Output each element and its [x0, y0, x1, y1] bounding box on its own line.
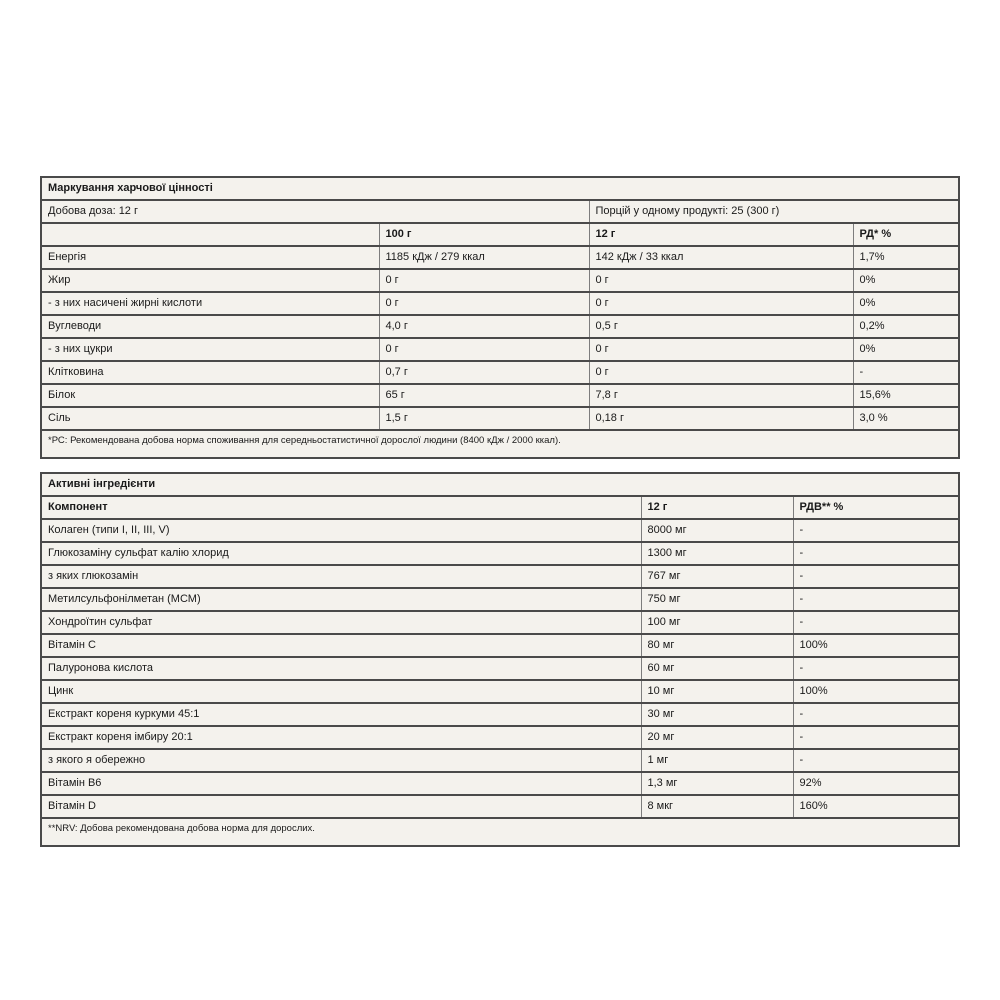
row-label: Жир — [41, 269, 379, 292]
value-per-12g: 100 мг — [641, 611, 793, 634]
column-header-row — [41, 496, 959, 519]
table-row — [41, 246, 959, 269]
value-nrv: - — [793, 588, 959, 611]
value-per-12g: 1 мг — [641, 749, 793, 772]
value-per-12g: 8000 мг — [641, 519, 793, 542]
value-per-12g: 20 мг — [641, 726, 793, 749]
value-rda: 0% — [853, 292, 959, 315]
value-per-100g: 1185 кДж / 279 ккал — [379, 246, 589, 269]
value-per-12g: 750 мг — [641, 588, 793, 611]
col-header-per12g: 12 г — [641, 496, 793, 519]
value-per-12g: 8 мкг — [641, 795, 793, 818]
value-per-12g: 0 г — [589, 338, 853, 361]
footnote-row — [41, 430, 959, 458]
row-label: Глюкозаміну сульфат калію хлорид — [41, 542, 641, 565]
value-per-12g: 60 мг — [641, 657, 793, 680]
row-label: Екстракт кореня імбиру 20:1 — [41, 726, 641, 749]
dose-servings-row — [41, 200, 959, 223]
table-row — [41, 361, 959, 384]
row-label: Хондроїтин сульфат — [41, 611, 641, 634]
row-label: Палуронова кислота — [41, 657, 641, 680]
row-label: з якого я обережно — [41, 749, 641, 772]
value-per-12g: 767 мг — [641, 565, 793, 588]
value-rda: - — [853, 361, 959, 384]
table-row — [41, 795, 959, 818]
table-row — [41, 657, 959, 680]
value-per-12g: 0,5 г — [589, 315, 853, 338]
value-rda: 15,6% — [853, 384, 959, 407]
row-label: Метилсульфонілметан (МСМ) — [41, 588, 641, 611]
value-per-12g: 142 кДж / 33 ккал — [589, 246, 853, 269]
table-row — [41, 680, 959, 703]
row-label: Екстракт кореня куркуми 45:1 — [41, 703, 641, 726]
col-header-nrv: РДВ** % — [793, 496, 959, 519]
value-per-100g: 0,7 г — [379, 361, 589, 384]
table-row — [41, 772, 959, 795]
row-label: Енергія — [41, 246, 379, 269]
row-label: Вітамін D — [41, 795, 641, 818]
value-per-12g: 0 г — [589, 269, 853, 292]
value-per-100g: 1,5 г — [379, 407, 589, 430]
value-nrv: 160% — [793, 795, 959, 818]
value-nrv: 92% — [793, 772, 959, 795]
nutrition-facts-table — [40, 176, 960, 459]
nutrition-table-title: Маркування харчової цінності — [48, 182, 213, 194]
value-per-100g: 65 г — [379, 384, 589, 407]
value-rda: 0% — [853, 338, 959, 361]
table-row — [41, 588, 959, 611]
empty-header-cell — [41, 223, 379, 246]
value-nrv: - — [793, 703, 959, 726]
value-per-12g: 0,18 г — [589, 407, 853, 430]
table-row — [41, 726, 959, 749]
row-label: Клітковина — [41, 361, 379, 384]
row-label: Вітамін C — [41, 634, 641, 657]
row-label: Вітамін B6 — [41, 772, 641, 795]
table-row — [41, 315, 959, 338]
table-title-row — [41, 473, 959, 496]
row-label: з яких глюкозамін — [41, 565, 641, 588]
value-rda: 1,7% — [853, 246, 959, 269]
ingredients-footnote: **NRV: Добова рекомендована добова норма для дорослих. — [41, 818, 959, 846]
daily-dose-cell: Добова доза: 12 г — [41, 200, 589, 223]
value-rda: 0,2% — [853, 315, 959, 338]
value-rda: 0% — [853, 269, 959, 292]
value-per-12g: 10 мг — [641, 680, 793, 703]
table-row — [41, 269, 959, 292]
table-row — [41, 703, 959, 726]
value-per-12g: 30 мг — [641, 703, 793, 726]
col-header-per100g: 100 г — [379, 223, 589, 246]
table-row — [41, 611, 959, 634]
table-row — [41, 292, 959, 315]
value-per-100g: 4,0 г — [379, 315, 589, 338]
value-nrv: - — [793, 611, 959, 634]
table-row — [41, 749, 959, 772]
value-per-100g: 0 г — [379, 292, 589, 315]
table-row — [41, 384, 959, 407]
value-per-12g: 0 г — [589, 292, 853, 315]
value-per-12g: 1300 мг — [641, 542, 793, 565]
value-nrv: - — [793, 726, 959, 749]
table-row — [41, 565, 959, 588]
servings-cell: Порцій у одному продукті: 25 (300 г) — [589, 200, 959, 223]
ingredients-table-title: Активні інгредієнти — [48, 478, 156, 490]
column-header-row — [41, 223, 959, 246]
nutrition-info-section — [40, 176, 958, 847]
value-nrv: 100% — [793, 634, 959, 657]
row-label: Колаген (типи I, II, III, V) — [41, 519, 641, 542]
nutrition-footnote: *РС: Рекомендована добова норма споживання для середньостатистичної дорослої людини (8400 кДж / 2000 ккал). — [41, 430, 959, 458]
col-header-component: Компонент — [41, 496, 641, 519]
value-per-12g: 0 г — [589, 361, 853, 384]
row-label: - з них насичені жирні кислоти — [41, 292, 379, 315]
value-per-100g: 0 г — [379, 269, 589, 292]
value-per-12g: 7,8 г — [589, 384, 853, 407]
value-nrv: - — [793, 749, 959, 772]
row-label: Цинк — [41, 680, 641, 703]
row-label: Вуглеводи — [41, 315, 379, 338]
row-label: Білок — [41, 384, 379, 407]
value-per-12g: 80 мг — [641, 634, 793, 657]
footnote-row — [41, 818, 959, 846]
row-label: - з них цукри — [41, 338, 379, 361]
row-label: Сіль — [41, 407, 379, 430]
value-nrv: 100% — [793, 680, 959, 703]
table-title-row — [41, 177, 959, 200]
table-row — [41, 542, 959, 565]
value-nrv: - — [793, 657, 959, 680]
value-per-12g: 1,3 мг — [641, 772, 793, 795]
value-nrv: - — [793, 565, 959, 588]
value-nrv: - — [793, 542, 959, 565]
table-row — [41, 519, 959, 542]
value-rda: 3,0 % — [853, 407, 959, 430]
table-row — [41, 634, 959, 657]
table-row — [41, 338, 959, 361]
table-row — [41, 407, 959, 430]
value-per-100g: 0 г — [379, 338, 589, 361]
col-header-rda: РД* % — [853, 223, 959, 246]
active-ingredients-table — [40, 472, 960, 847]
value-nrv: - — [793, 519, 959, 542]
col-header-per12g: 12 г — [589, 223, 853, 246]
